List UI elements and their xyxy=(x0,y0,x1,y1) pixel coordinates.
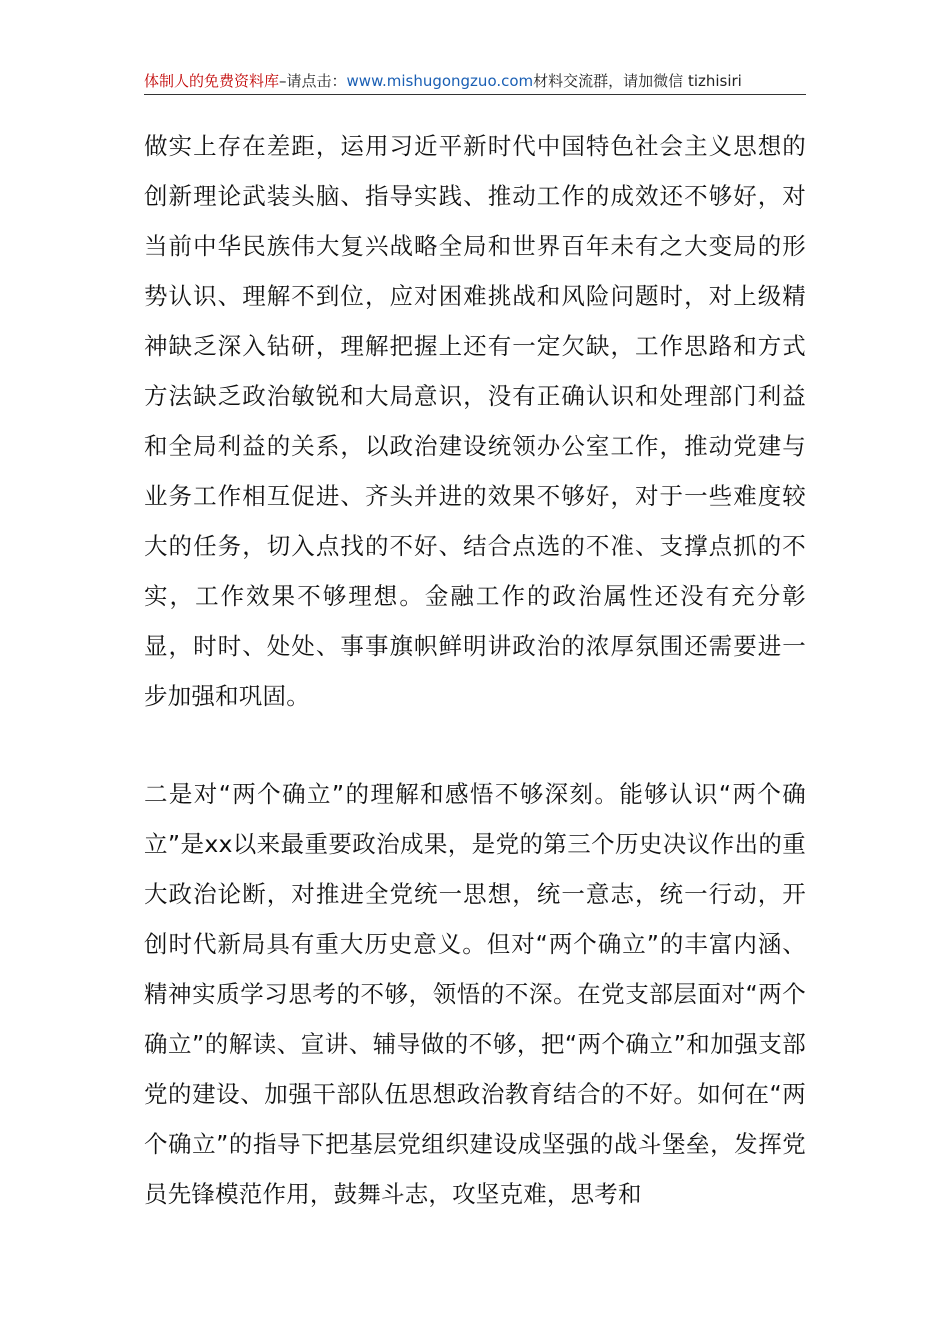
body-paragraph-1: 做实上存在差距，运用习近平新时代中国特色社会主义思想的创新理论武装头脑、指导实践、推动工作的成效还不够好，对当前中华民族伟大复兴战略全局和世界百年未有之大变局的形势认识、理解不到位，应对困难挑战和风险问题时，对上级精神缺乏深入钻研，理解把握上还有一定欠缺，工作思路和方式方法缺乏政治敏锐和大局意识，没有正确认识和处理部门利益和全局利益的关系，以政治建设统领办公室工作，推动党建与业务工作相互促进、齐头并进的效果不够好，对于一些难度较大的任务，切入点找的不好、结合点选的不准、支撑点抓的不实，工作效果不够理想。金融工作的政治属性还没有充分彰显，时时、处处、事事旗帜鲜明讲政治的浓厚氛围还需要进一步加强和巩固。 xyxy=(144,132,806,710)
header-divider xyxy=(144,94,806,95)
header-separator: –请点击： xyxy=(279,72,347,90)
page-header xyxy=(144,70,806,94)
header-brand: 体制人的免费资料库 xyxy=(144,72,280,90)
body-paragraph-2: 二是对“两个确立”的理解和感悟不够深刻。能够认识“两个确立”是xx以来最重要政治成果，是党的第三个历史决议作出的重大政治论断，对推进全党统一思想，统一意志，统一行动，开创时代新局具有重大历史意义。但对“两个确立”的丰富内涵、精神实质学习思考的不够，领悟的不深。在党支部层面对“两个确立”的解读、宣讲、辅导做的不够，把“两个确立”和加强支部党的建设、加强干部队伍思想政治教育结合的不好。如何在“两个确立”的指导下把基层党组织建设成坚强的战斗堡垒，发挥党员先锋模范作用，鼓舞斗志，攻坚克难，思考和 xyxy=(144,780,806,1208)
header-tail-text: 材料交流群，请加微信 tizhisiri xyxy=(533,72,742,90)
header-website-link[interactable]: www.mishugongzuo.com xyxy=(346,72,534,90)
